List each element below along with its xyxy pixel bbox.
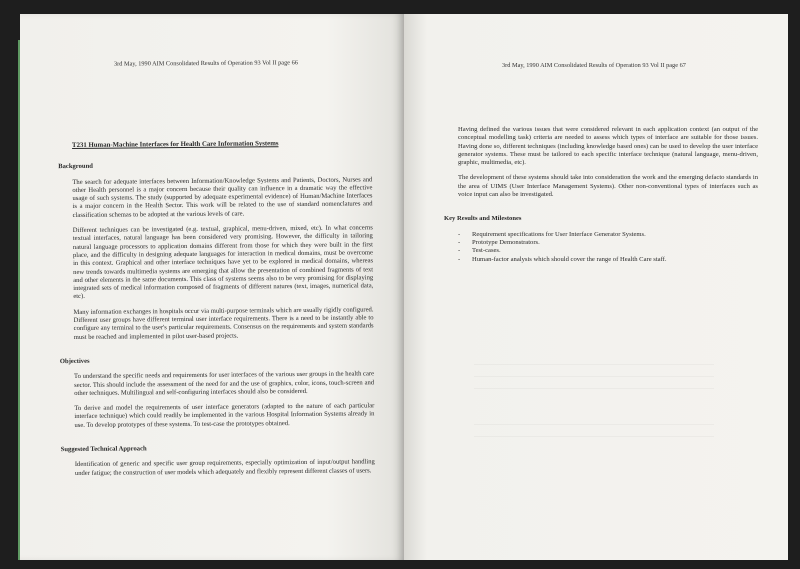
section-title: T231 Human-Machine Interfaces for Health Care Information Systems	[72, 140, 279, 149]
list-item: - Human-factor analysis which should cover the range of Health Care staff.	[458, 255, 667, 263]
list-item: - Prototype Demonstrators.	[458, 238, 540, 246]
intro-paragraph: The development of these systems should take into consideration the work and the emerging defacto standards in the area of UIMS (User Interface Management Systems). Other non-conventional types of interfaces such as voice input can also be investigated.	[458, 174, 758, 199]
intro-paragraph: Having defined the various issues that were considered relevant in each application context (an output of the conceptual modelling task) criteria are needed to assess which types of interface are suitable for those issues. Having done so, different techniques (including knowledge based ones) can be used to develop the user interface generator systems. These must be tailored to each specific interface technique (natural language, menu-driven, graphic, multimedia, etc).	[458, 126, 758, 167]
objectives-heading: Objectives	[59, 357, 90, 366]
background-paragraph: Different techniques can be investigated (e.g. textual, graphical, menu-driven, mixed, etc). In what concerns textual interfaces, natural language has been considered very promising. However, the difficulty in tailoring natural language processors to application domains different from those for which they were built in the first place, and the difficulty in designing adequate languages for interaction in medical domains, must be overcome in this context. Graphical and other interface techniques have yet to be explored in medical domains, whereas new trends towards multimedia systems are emerging that allow the presentation of combined fragments of text and other elements in the same documents. This class of systems seems also to be very promising for displaying integrated sets of medical information composed of fragments of different natures (text, images, numerical data, etc).	[72, 224, 374, 301]
right-page-header: 3rd May, 1990 AIM Consolidated Results of Operation 93 Vol II page 67	[502, 62, 686, 69]
approach-paragraph: Identification of generic and specific user group requirements, especially optimization of input/output handling under fatigue; the construction of user models which adequately and flexibly represent different classes of users.	[74, 458, 375, 477]
right-page-content	[444, 126, 758, 264]
approach-heading: Suggested Technical Approach	[60, 445, 147, 454]
background-paragraph: The search for adequate interfaces between Information/Knowledge Systems and Patients, Doctors, Nurses and other Health personnel is a major concern because their quality can influence in a dramatic way the effective usage of such systems. The study (supported by adequate experimental evidence) of Human/Machine Interfaces is a major concern in the Health Sector. This work will be related to the use of standard nomenclatures and classification schemas to be adopted at the various levels of care.	[72, 175, 373, 219]
left-page	[20, 14, 404, 560]
objectives-paragraph: To derive and model the requirements of user interface generators (adapted to the nature of each particular interface technique) which could readily be implemented in the various Hospital Information Systems already in use. To develop prototypes of these systems. To test-case the prototypes obtained.	[74, 402, 375, 429]
dash-icon: -	[458, 238, 461, 246]
right-page	[404, 14, 788, 560]
dash-icon: -	[458, 247, 461, 255]
left-page-header: 3rd May, 1990 AIM Consolidated Results of Operation 93 Vol II page 66	[113, 59, 298, 68]
results-list	[458, 231, 758, 264]
left-page-content	[58, 139, 375, 485]
list-item: - Test-cases.	[458, 247, 501, 255]
dash-icon: -	[458, 255, 461, 263]
results-heading: Key Results and Milestones	[444, 215, 522, 223]
list-item: - Requirement specifications for User Interface Generator Systems.	[458, 230, 646, 238]
dash-icon: -	[458, 230, 461, 238]
background-paragraph: Many information exchanges in hospitals occur via multi-purpose terminals which are usually rigidly configured. Different user groups have different terminal user interface requirements. There is a need to be instantly able to configure any terminal to the user's particular requirements. Consensus on the requirements and system standards must be reached and implemented in pilot user-based projects.	[73, 306, 374, 341]
background-heading: Background	[58, 163, 93, 171]
objectives-paragraph: To understand the specific needs and requirements for user interfaces of the various user groups in the health care sector. This should include the assessment of the need for and the use of graphics, color, icons, touch-screen and other techniques. Multilingual and self-configuring interfaces should also be considered.	[74, 370, 375, 397]
